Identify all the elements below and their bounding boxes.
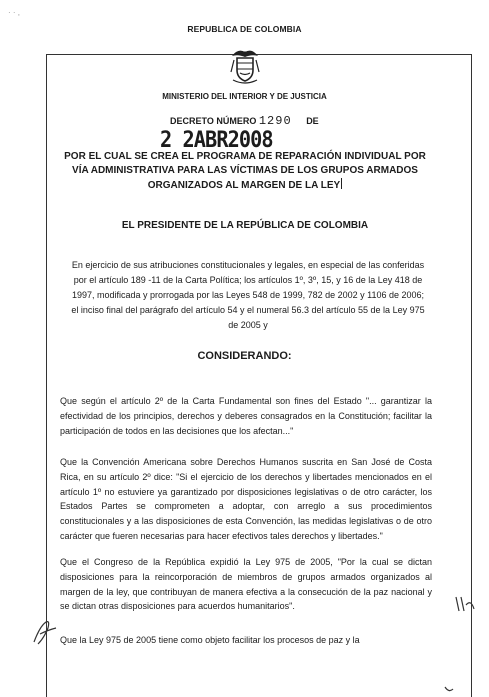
attributions-paragraph: En ejercicio de sus atribuciones constitucionales y legales, en especial de las conferidas por el artículo 189 -11 de la Carta Política; los artículos 1º, 3º, 15, y 16 de la Ley 418 de 1997, modificada y prorrogada por las Leyes 548 de 1999, 782 de 2002 y 1106 de 2006; el inciso final del parágrafo del artículo 54 y el numeral 56.3 del artículo 55 de la Ley 975 de 2005 y: [71, 260, 425, 330]
handwritten-initial-left: [30, 618, 60, 646]
president-heading: EL PRESIDENTE DE LA REPÚBLICA DE COLOMBIA: [121, 220, 369, 231]
considerando-paragraph-2: Que la Convención Americana sobre Derechos Humanos suscrita en San José de Costa Rica, en su artículo 2º dice: "Si el ejercicio de los derechos y libertades mencionados en el artículo 1º no estuviere ya garantizado por disposiciones legislativas o de otro carácter, los Estados Partes se comprometen a adoptar, con arreglo a sus procedimientos constitucionales y a las disposiciones de esta Convención, las medidas legislativas o de otro carácter que fueren necesarias para hacer efectivos tales derechos y libertades.": [60, 457, 432, 541]
scan-specks: · · ,: [8, 8, 20, 17]
decree-label: DECRETO NÚMERO: [170, 116, 257, 126]
decree-de-label: DE: [306, 116, 319, 126]
considerando-paragraph-1: Que según el artículo 2º de la Carta Fundamental son fines del Estado "... garantizar la efectividad de los principios, derechos y deberes consagrados en la Constitución; facilitar la participación de todos en las decisiones que los afectan...": [60, 396, 432, 436]
considerando-paragraph-4: Que la Ley 975 de 2005 tiene como objeto facilitar los procesos de paz y la: [60, 635, 360, 645]
handwritten-initial-right: [453, 593, 477, 615]
ministry-name: MINISTERIO DEL INTERIOR Y DE JUSTICIA: [162, 92, 327, 101]
decree-title: [60, 150, 430, 193]
decree-number-stamp: 1290: [258, 114, 292, 128]
page-frame-left: [46, 54, 47, 697]
considerando-paragraph-3: Que el Congreso de la República expidió la Ley 975 de 2005, "Por la cual se dictan disposiciones para la reincorporación de miembros de grupos armados organizados al margen de la ley, que contribuyan de manera efectiva a la consecución de la paz nacional y se dictan otras disposiciones para acuerdos humanitarios".: [60, 557, 432, 612]
decree-date-stamp: 2 2ABR2008: [160, 128, 273, 153]
coat-of-arms-icon: [228, 46, 262, 84]
handwritten-mark-bottom: [443, 685, 455, 695]
considerando-heading: CONSIDERANDO:: [197, 350, 292, 362]
text-cursor: [341, 178, 342, 189]
country-header: REPUBLICA DE COLOMBIA: [187, 24, 302, 34]
decree-title-text: POR EL CUAL SE CREA EL PROGRAMA DE REPARACIÓN INDIVIDUAL POR VÍA ADMINISTRATIVA PARA LAS VÍCTIMAS DE LOS GRUPOS ARMADOS ORGANIZADOS AL MARGEN DE LA LEY: [64, 151, 426, 191]
